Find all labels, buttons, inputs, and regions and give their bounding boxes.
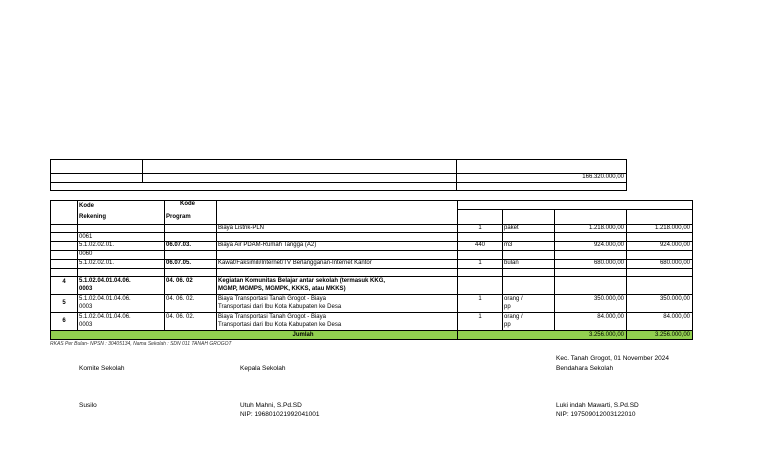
- kepala-name: Utuh Mahni, S.Pd.SD: [240, 402, 302, 409]
- row-kode-program: 06.07.03.: [166, 242, 192, 248]
- row-harga: 680.000,00: [593, 260, 624, 266]
- summary-total: 166.320.000,00: [582, 174, 624, 180]
- row-jumlah: 924.000,00: [659, 242, 690, 248]
- row-volume: 1: [478, 296, 482, 302]
- bendahara-title: Bendahara Sekolah: [556, 365, 614, 372]
- row-kode-rekening: 5.1.02.02.01.: [79, 260, 115, 266]
- total-harga: 3.256.000,00: [588, 332, 624, 338]
- row-kode-rekening: 5.1.02.04.01.04.06.: [79, 278, 131, 284]
- grid-line: [50, 312, 693, 313]
- row-uraian: Biaya Air PDAM-Rumah Tangga (A2): [218, 242, 317, 248]
- row-satuan: pp: [504, 304, 511, 310]
- row-kode-program: 04. 06. 02.: [166, 296, 195, 302]
- summary-divider: [456, 159, 457, 191]
- row-kode-program: 06.07.05.: [166, 260, 192, 266]
- row-satuan: orang /: [504, 314, 523, 320]
- row-jumlah: 350.000,00: [659, 296, 690, 302]
- row-uraian: Biaya Transportasi Tanah Grogot - Biaya: [218, 314, 326, 320]
- summary-divider: [142, 159, 143, 182]
- bendahara-name: Luki indah Mawarti, S.Pd.SD: [556, 402, 639, 409]
- kepala-title: Kepala Sekolah: [240, 365, 286, 372]
- row-kode-rekening: 0003: [79, 322, 93, 328]
- komite-name: Susilo: [79, 402, 97, 409]
- grid-line: [50, 250, 693, 251]
- row-harga: 924.000,00: [593, 242, 624, 248]
- row-satuan: paket: [504, 225, 519, 231]
- row-uraian: Kawat/Faksimili/Internet/TV Berlangganan-Internet Kantor: [218, 260, 372, 266]
- row-uraian: Biaya Listrik-PLN: [218, 225, 265, 231]
- header-kode-rekening-line1: Kode: [79, 203, 94, 209]
- row-satuan: orang /: [504, 296, 523, 302]
- row-kode-rekening: 5.1.02.02.01.: [79, 242, 115, 248]
- row-uraian: Kegiatan Komunitas Belajar antar sekolah (termasuk KKG,: [218, 278, 386, 284]
- row-volume: 440: [474, 242, 485, 248]
- header-kode-rekening-line2: Rekening: [79, 214, 107, 220]
- row-number: 4: [62, 279, 66, 285]
- header-kode-program-line1: Kode: [180, 201, 195, 207]
- row-kode-rekening: 5.1.02.04.01.04.06.: [79, 314, 131, 320]
- row-satuan: m3: [504, 242, 513, 248]
- row-harga: 1.218.000,00: [588, 225, 624, 231]
- place-date: Kec. Tanah Grogot, 01 November 2024: [556, 355, 669, 362]
- row-number: 5: [62, 300, 66, 306]
- grid-line: [50, 330, 693, 331]
- row-kode-rekening: 0003: [79, 286, 93, 292]
- row-kode-program: 04. 06. 02.: [166, 314, 195, 320]
- footnote: RKAS Per Bulan- NPSN : 30405134, Nama Sekolah : SDN 011 TANAH GROGOT: [50, 341, 232, 347]
- row-uraian: Transportasi dari Ibu Kota Kabupaten ke Desa: [218, 304, 342, 310]
- row-uraian: Biaya Transportasi Tanah Grogot - Biaya: [218, 296, 326, 302]
- header-kode-program-line2: Program: [166, 214, 191, 220]
- grid-line: [457, 209, 693, 210]
- grid-line: [50, 232, 693, 233]
- total-jumlah: 3.256.000,00: [654, 332, 690, 338]
- row-harga: 84.000,00: [597, 314, 624, 320]
- grid-line: [502, 209, 503, 330]
- komite-title: Komite Sekolah: [79, 365, 125, 372]
- row-harga: 350.000,00: [593, 296, 624, 302]
- row-kode-rekening: 0060: [79, 251, 93, 257]
- grid-line: [50, 294, 693, 295]
- row-volume: 1: [478, 260, 482, 266]
- row-kode-program: 04. 06. 02: [166, 278, 193, 284]
- row-number: 6: [62, 318, 66, 324]
- row-uraian: Transportasi dari Ibu Kota Kabupaten ke Desa: [218, 322, 342, 328]
- grid-line: [50, 276, 693, 277]
- grid-line: [554, 209, 555, 330]
- total-label: Jumlah: [292, 332, 314, 338]
- bendahara-nip: NIP: 197509012003122010: [556, 411, 636, 418]
- row-kode-rekening: 0061: [79, 234, 93, 240]
- row-uraian: MGMP, MGMPS, MGMPK, KKKS, atau MKKS): [218, 286, 346, 292]
- row-jumlah: 680.000,00: [659, 260, 690, 266]
- grid-line: [77, 200, 78, 330]
- row-kode-rekening: 5.1.02.04.01.04.06.: [79, 296, 131, 302]
- row-kode-rekening: 0003: [79, 304, 93, 310]
- grid-line: [50, 268, 693, 269]
- row-volume: 1: [478, 225, 482, 231]
- kepala-nip: NIP: 196801021992041001: [240, 411, 320, 418]
- row-volume: 1: [478, 314, 482, 320]
- grid-line: [164, 200, 165, 330]
- row-satuan: bulan: [504, 260, 519, 266]
- grid-line: [216, 200, 217, 330]
- summary-divider: [50, 182, 627, 183]
- row-jumlah: 1.218.000,00: [654, 225, 690, 231]
- row-satuan: pp: [504, 322, 511, 328]
- row-jumlah: 84.000,00: [663, 314, 690, 320]
- grid-line: [626, 209, 627, 340]
